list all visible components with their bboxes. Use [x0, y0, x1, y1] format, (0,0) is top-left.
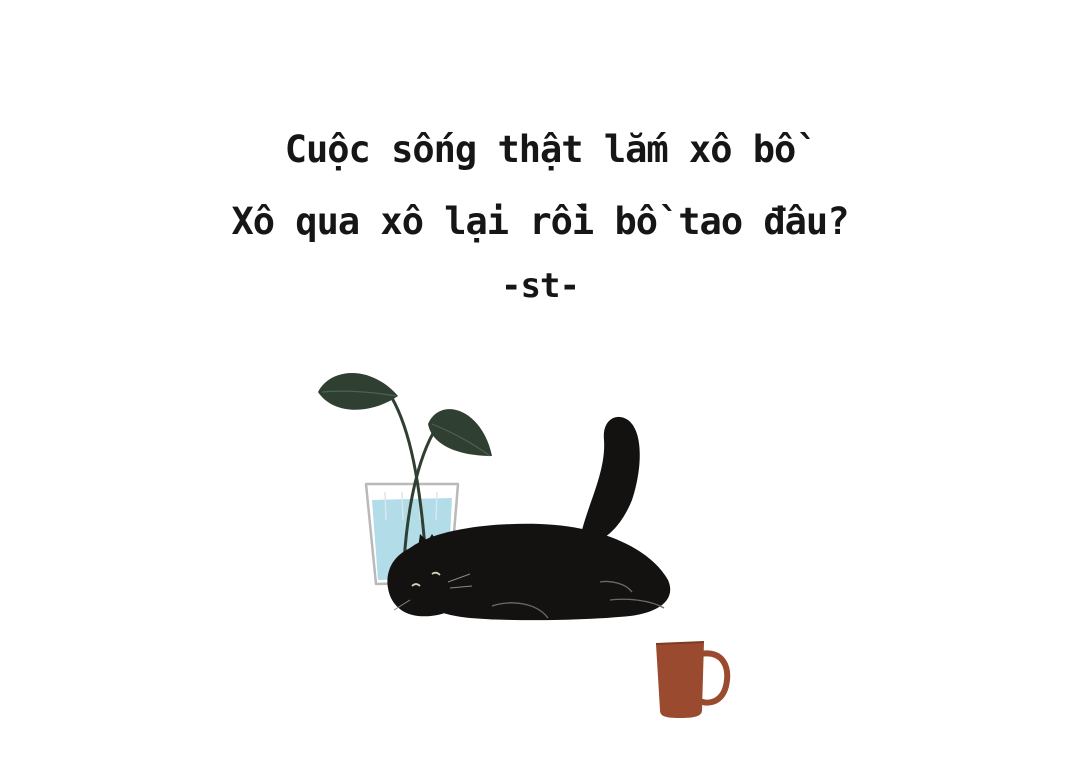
- mug-body: [656, 642, 704, 718]
- quote-line-2: Xô qua xô lại rồi bồ tao đâu?: [231, 200, 849, 243]
- cat-tail: [582, 417, 640, 540]
- leaf-right: [428, 409, 492, 456]
- quote-line-1: Cuộc sống thật lắm xô bồ: [284, 128, 796, 171]
- quote-signature: -st-: [501, 266, 579, 306]
- cat-illustration: [300, 360, 760, 740]
- coffee-mug: [656, 642, 727, 718]
